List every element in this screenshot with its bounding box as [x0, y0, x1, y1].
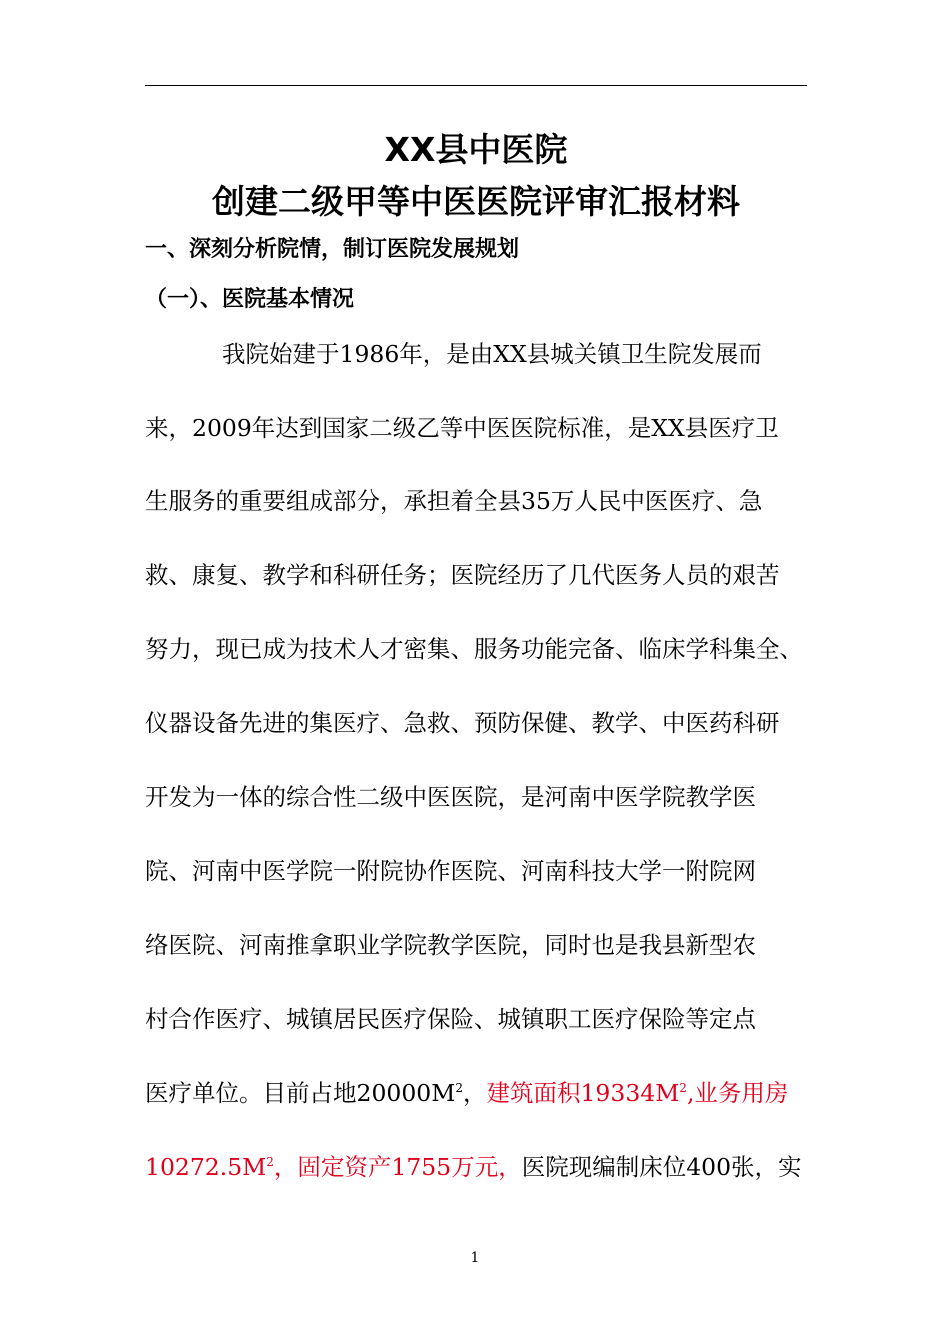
highlight-text: 建筑面积19334M: [486, 1079, 680, 1107]
subsection-heading: （一）、医院基本情况: [145, 287, 355, 312]
body-line-10: 村合作医疗、城镇居民医疗保险、城镇职工医疗保险等定点: [145, 1005, 756, 1033]
body-line-9: 络医院、河南推拿职业学院教学医院，同时也是我县新型农: [145, 931, 756, 959]
superscript: 2: [679, 1081, 687, 1095]
document-title: XX县中医院: [384, 130, 568, 169]
body-line-6: 仪器设备先进的集医疗、急救、预防保健、教学、中医药科研: [145, 709, 780, 737]
superscript: 2: [266, 1155, 274, 1169]
section-heading: 一、深刻分析院情，制订医院发展规划: [145, 237, 520, 262]
line11-comma: ，: [462, 1079, 487, 1107]
body-line-11: [145, 1077, 807, 1109]
body-line-7: 开发为一体的综合性二级中医医院，是河南中医学院教学医: [145, 783, 756, 811]
body-line-8: 院、河南中医学院一附院协作医院、河南科技大学一附院网: [145, 857, 756, 885]
body-line-2: 来，2009年达到国家二级乙等中医医院标准，是XX县医疗卫: [145, 414, 779, 442]
superscript: 2: [455, 1081, 463, 1095]
line11-text: 医疗单位。目前占地20000M: [145, 1079, 456, 1107]
body-line-4: 救、康复、教学和科研任务；医院经历了几代医务人员的艰苦: [145, 561, 780, 589]
body-line-5: 努力，现已成为技术人才密集、服务功能完备、临床学科集全、: [145, 635, 803, 663]
header-rule: [145, 85, 807, 86]
highlight-text: ，固定资产1755万元，: [273, 1153, 522, 1181]
body-line-1: 我院始建于1986年，是由XX县城关镇卫生院发展而: [222, 340, 762, 368]
body-line-12: [145, 1151, 807, 1183]
body-line-3: 生服务的重要组成部分，承担着全县35万人民中医医疗、急: [145, 487, 763, 515]
document-subtitle: 创建二级甲等中医医院评审汇报材料: [212, 182, 740, 221]
page-number: 1: [470, 1250, 480, 1266]
line12-text: 医院现编制床位400张，实: [521, 1153, 802, 1181]
highlight-text: ,业务用房: [686, 1079, 789, 1107]
highlight-text: 10272.5M: [145, 1153, 267, 1181]
